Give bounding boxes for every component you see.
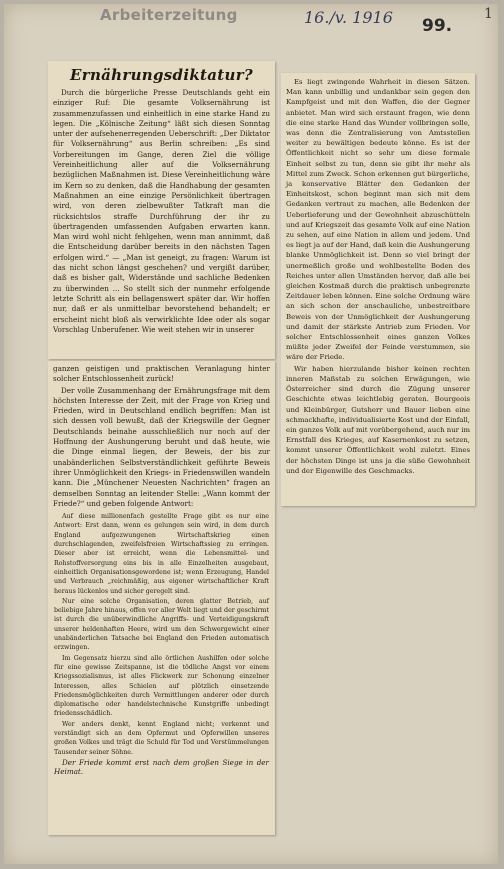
- quoted-answer-text: [48, 512, 275, 776]
- paragraph: Der Friede kommt erst nach dem großen Siege in der Heimat.: [54, 757, 269, 777]
- article-title: Ernährungsdiktatur?: [70, 66, 253, 84]
- left-column-text-2: [48, 364, 275, 509]
- paragraph: Wir haben hierzulande bisher keinen rechten inneren Maßstab zu solchen Erwägungen, wie Österreicher sind durch die Zügung unserer Geschichte etwas leichtlebig geraten. Bourgeois und Kleinbürger, Gutsherr und Bauer lieben eine schmackhafte, individualisierte Kost und der Einfall, ein ganzes Volk auf mit vorübergehend, auch nur im Ernstfall des Krieges, auf Kasernenkost zu setzen, kommt unserer Öffentlichkeit wohl zuletzt. Eines der höchsten Dinge ist uns ja die süße Gewohnheit und der Eigenwille des Geschmacks.: [286, 364, 470, 475]
- left-column-text-1: [48, 88, 275, 335]
- paragraph: ganzen geistigen und praktischen Veranlagung hinter solcher Entschlossenheit zurück!: [53, 364, 270, 384]
- paragraph: Der volle Zusammenhang der Ernährungsfrage mit dem höchsten Interesse der Zeit, mit der Frage von Krieg und Frieden, wird in Deutschland endlich begriffen: Man ist sich dessen voll bewußt, daß der Kriegswille der Gegner Deutschlands beinahe ausschließlich nur noch auf der Hoffnung der Aushungerung beruht und daß heute, wie die Dinge einmal liegen, der Beweis, der bis zur unabänderlichen Selbstverständlichkeit geführte Beweis ihrer Unmöglichkeit den Kriegs- in Friedenswillen wandeln kann. Die „Münchener Neuesten Nachrichten“ fragen an demselben Sonntag an leitender Stelle: „Wann kommt der Friede?“ und geben folgende Antwort:: [53, 385, 270, 508]
- handwritten-corner-number: 1: [484, 6, 493, 22]
- paragraph: Im Gegensatz hierzu sind alle örtlichen Aushilfen oder solche für eine gewisse Zeitspanne, ist die tödliche Angst vor einem Kriegssozialismus, ist alles Flickwerk zur Schonung einzelner Interessen, alles Schielen auf plötzlich einsetzende Friedensmöglichkeiten durch Vermittlungen anderer oder durch diplomatische oder handelstechnische Kunstgriffe unbedingt friedensschädlich.: [54, 654, 269, 718]
- clipping-left-upper: [48, 61, 275, 359]
- paragraph: Wer anders denkt, kennt England nicht; verkennt und verständigt sich an dem Opfermut und Opferwillen unseres großen Volkes und trägt die Schuld für Tod und Verstümmelungen Tausender seiner Söhne.: [54, 720, 269, 756]
- paragraph: Durch die bürgerliche Presse Deutschlands geht ein einziger Ruf: Die gesamte Volksernährung ist zusammenzufassen und einheitlich in eine starke Hand zu legen. Die „Kölnische Zeitung“ läßt sich diesen Sonntag unter der aufsehenerregenden Ueberschrift: „Der Diktator für Volksernährung“ aus Berlin schreiben: „Es sind Vorbereitungen im Gange, deren Ziel die völlige Vereinheitlichung aller auf die Volksernährung bezüglichen Maßnahmen ist. Diese Vereinheitlichung wäre im Kern so zu denken, daß die Handhabung der gesamten Maßnahmen an eine einzige Persönlichkeit übertragen wird, von deren zielbewußter Tatkraft man die rücksichtslos straffe Durchführung der ihr zu übertragenden umfassenden Aufgaben erwarten kann. Man wird wohl nicht fehlgehen, wenn man annimmt, daß die Entscheidung darüber bereits in den nächsten Tagen erfolgen wird.“ — „Man ist geneigt, zu fragen: Warum ist das nicht schon längst geschehen? und vergißt darüber, daß es bisher galt, Widerstände und sachliche Bedenken zu überwinden ... So stellt sich der nunmehr erfolgende letzte Schritt als ein bellagenswert später dar. Wir hoffen nur, daß er als unmittelbar bevorstehend behandelt; er erscheint nicht bloß als verwirklichte Idee oder als sogar Vorschlag Unberufener. Wie weit stehen wir in unserer: [53, 88, 270, 334]
- paragraph: Nur eine solche Organisation, deren glatter Betrieb, auf beliebige Jahre hinaus, offen vor aller Welt liegt und der geschirmt ist durch die unüberwindliche Angriffs- und Verteidigungskraft unserer heldenhaften Heere, wird um den Schwergewicht einer unabänderlichen Tatsache bei England den Frieden automatisch erzwingen.: [54, 597, 269, 652]
- clipping-right: [281, 73, 475, 506]
- archive-sheet: [4, 4, 498, 864]
- handwritten-date: 16./v. 1916: [304, 8, 393, 27]
- handwritten-page-number: 99.: [422, 16, 453, 36]
- right-column-text: [281, 77, 475, 476]
- paragraph: Es liegt zwingende Wahrheit in diesen Sätzen. Man kann unbillig und undankbar sein gegen den Kampfgeist und mit den Waffen, die der Gegner anbietet. Man wird sich erstaunt fragen, wie denn die eine starke Hand das Wunder vollbringen solle, was denn die Zentralisierung von Amtsstellen weiter zu bewältigen bedeute könne. Es ist der Öffentlichkeit nicht so sehr um diese formale Einheit selbst zu tun, denn sie gibt ihr mehr als Mittel zum Zweck. Schon erkennen gut bürgerliche, ja konservative Blätter den Gedanken der Einheitskost, schon beginnt man sich mit dem Gedanken vertraut zu machen, alle Bedenken der Ueberlieferung und der Gewohnheit abzuschütteln und auf Kriegszeit das gesamte Volk auf eine Nation zu sehen, auf eine Nation in allem und jedem. Und es liegt ja auf der Hand, daß kein die Aushungerung blanke Unmöglichkeit ist. Denn so viel bringt der unermeßlich große und wohlbestellte Boden des Reiches unter allen Umständen hervor, daß alle bei gleichen Kostmaß durch die praktisch unbegrenzte Zeitdauer leben können. Eine solche Ordnung wäre an sich schon der anschauliche, unbestreitbare Beweis von der Unmöglichkeit der Aushungerung und damit der stärkste Antrieb zum Frieden. Vor solcher Entschlossenheit eines ganzen Volkes müßte jeder Zweifel der Feinde verstummen, sie wäre der Friede.: [286, 78, 470, 362]
- paragraph: Auf diese millionenfach gestellte Frage gibt es nur eine Antwort: Erst dann, wenn es gelungen sein wird, in dem durch England aufgezwungenen Wirtschaftskrieg einen durchschlagenden, zweifelsfreien Wirtschaftssieg zu erringen. Dieser aber ist erreicht, wenn die Lebensmittel- und Rohstoffversorgung eins bis in alle Einzelheiten ausgebaut, einheitlich Organisationsgewordene ist; wenn Erzeugung, Handel und Verbrauch „reichmäßig, aus eigener wirtschaftlicher Kraft heraus lückenlos und sicher geregelt sind.: [54, 513, 269, 595]
- clipping-left-lower: [48, 361, 275, 835]
- newspaper-masthead: Arbeiterzeitung: [100, 6, 238, 24]
